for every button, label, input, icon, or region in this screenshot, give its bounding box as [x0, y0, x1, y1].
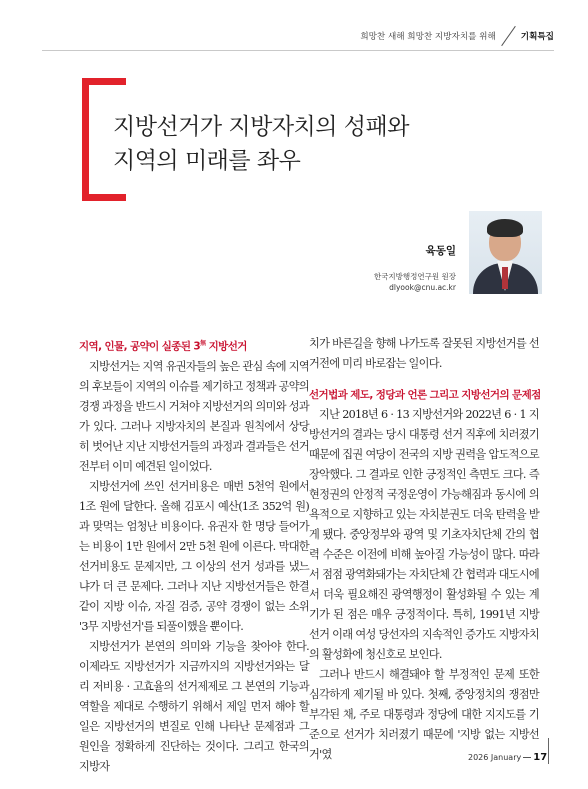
- author-photo: [469, 211, 542, 294]
- paragraph: 지방선거가 본연의 의미와 기능을 찾아야 한다. 이제라도 지방선거가 지금까지의 지방선거와는 달리 저비용 · 고효율의 선거제제로 그 본연의 기능과 역할을 제대로 수행하기 위해서 제일 먼저 해야 할 일은 지방선거의 변질로 인해 나타난 문제점과 그 원인을 정확하게 진단하는 것이다. 그리고 한국의 지방자: [79, 639, 309, 773]
- article-title-line2: 지역의 미래를 좌우: [113, 148, 301, 174]
- paragraph: 지방선거에 쓰인 선거비용은 매번 5천억 원에서 1조 원에 달한다. 올해 김포시 예산(1조 352억 원)과 맞먹는 엄청난 비용이다. 유권자 한 명당 들어가는 비용이 1만 원에서 2만 5천 원에 이른다. 막대한 선거비용도 문제지만, 그 이상의 선거 성과를 냈느냐가 더 큰 문제다. 그러나 지난 지방선거들은 한결같이 지방 이슈, 자질 검증, 공약 경쟁이 없는 소위 '3무 지방선거'를 되풀이했을 뿐이다.: [79, 479, 309, 633]
- running-header: [360, 26, 554, 46]
- author-name: 육동일: [425, 245, 456, 257]
- header-divider: [501, 26, 516, 46]
- page-footer: [468, 752, 547, 763]
- paragraph-continued: 치가 바른길을 향해 나가도록 잘못된 지방선거를 선거전에 미리 바로잡는 일이다.: [309, 337, 539, 370]
- section-label: 기획특집: [520, 32, 554, 42]
- subhead-superscript: 無: [200, 340, 206, 347]
- footer-rule: [548, 738, 549, 764]
- author-affiliation: 한국지방행정연구원 원장: [373, 272, 456, 281]
- paragraph: 지난 2018년 6 · 13 지방선거와 2022년 6 · 1 지방선거의 결과는 당시 대통령 선거 직후에 치러졌기 때문에 집권 여당이 전국의 지방 권력을 압도적으로 장악했다. 그 결과로 인한 긍정적인 측면도 크다. 즉 현정권의 안정적 국정운영이 가능해짐과 동시에 의욕적으로 지향하고 있는 자치분권도 더욱 탄력을 받게 됐다. 중앙정부와 광역 및 기초자치단체 간의 협력 수준은 이전에 비해 높아질 가능성이 많다. 따라서 점점 광역화돼가는 자치단체 간 협력과 대도시에서 더욱 필요해진 광역행정이 활성화될 수 있는 계기가 된 점은 매우 긍정적이다. 특히, 1991년 지방선거 이래 여성 당선자의 지속적인 증가도 지방자치의 활성화에 청신호로 보인다.: [309, 408, 539, 661]
- paragraph: 지방선거는 지역 유권자들의 높은 관심 속에 지역의 후보들이 지역의 이슈를 제기하고 정책과 공약의 경쟁 과정을 반드시 거쳐야 지방선거의 의미와 성과가 있다. 그러나 지방자치의 본질과 원칙에서 상당히 벗어난 지난 지방선거들의 과정과 결과들은 선거전부터 이미 예견된 일이었다.: [79, 359, 309, 473]
- article-title-line1: 지방선거가 지방자치의 성패와: [113, 114, 409, 140]
- right-column: [309, 334, 539, 765]
- section-heading-1: 지역, 인물, 공약이 실종된 $3^無$ 지방선거: [79, 340, 247, 353]
- left-column: [79, 334, 309, 777]
- issue-date: 2026 January: [468, 753, 522, 762]
- article-title: [113, 110, 409, 178]
- header-rule: [42, 50, 554, 51]
- author-email: dlyook@cnu.ac.kr: [389, 283, 456, 292]
- section-heading-2: 선거법과 제도, 정당과 언론 그리고 지방선거의 문제점: [309, 389, 541, 401]
- paragraph: 그러나 반드시 해결돼야 할 부정적인 문제 또한 심각하게 제기될 바 있다. 첫째, 중앙정치의 쟁점만 부각된 채, 주로 대통령과 정당에 대한 지지도를 기준으로 선거가 치러졌기 때문에 '지방 없는 지방선거'였: [309, 668, 539, 761]
- page-number: 17: [533, 752, 548, 763]
- series-title: 희망찬 새해 희망찬 지방자치를 위해: [360, 32, 496, 42]
